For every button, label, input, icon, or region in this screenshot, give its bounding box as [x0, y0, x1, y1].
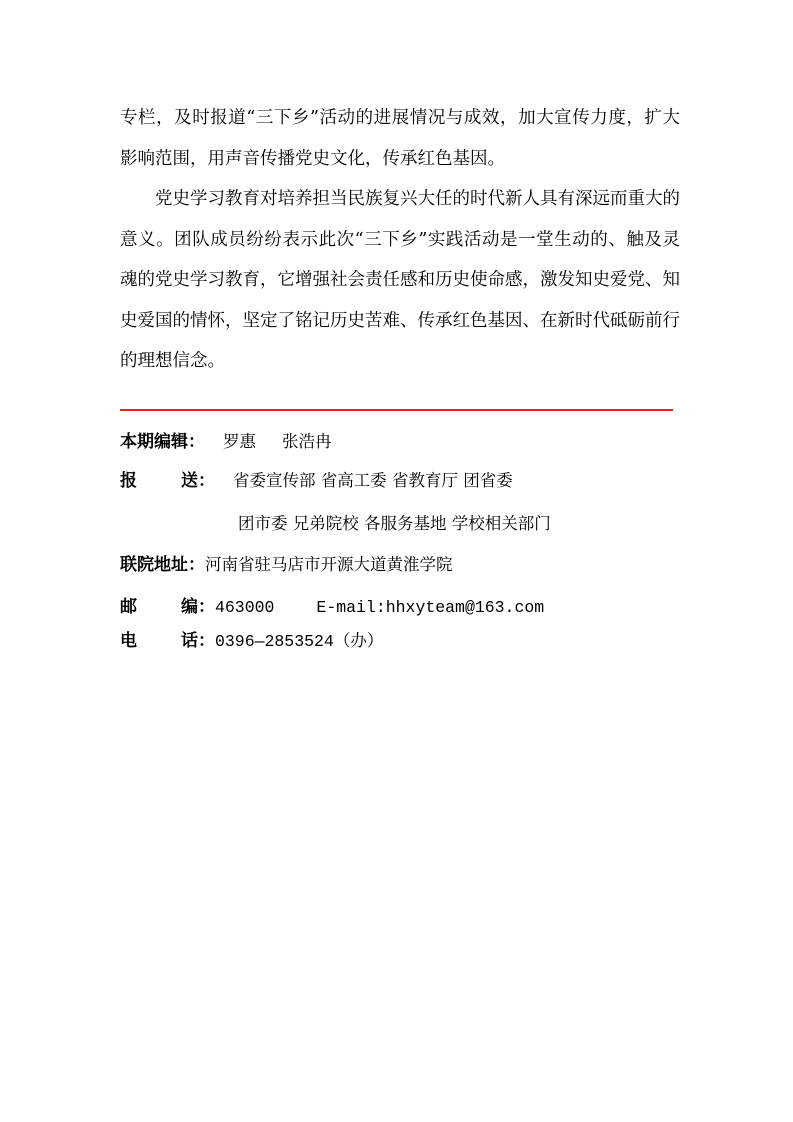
- postcode-row: [120, 596, 544, 619]
- report-row: [120, 470, 513, 492]
- postcode-label: 邮 编：: [120, 597, 215, 617]
- divider-line: [120, 409, 673, 411]
- article-body: [120, 98, 680, 382]
- paragraph-2: 党史学习教育对培养担当民族复兴大任的时代新人具有深远而重大的意义。团队成员纷纷表示此次“三下乡”实践活动是一堂生动的、触及灵魂的党史学习教育，它增强社会责任感和历史使命感，激发知史爱党、知史爱国的情怀，坚定了铭记历史苦难、传承红色基因、在新时代砥砺前行的理想信念。: [120, 189, 680, 371]
- postcode-value: 463000: [215, 598, 275, 617]
- email-value: E-mail:hhxyteam@163.com: [316, 598, 545, 617]
- phone-row: [120, 630, 383, 653]
- report-label: 报 送：: [120, 471, 215, 491]
- recipients-line-2: 团市委 兄弟院校 各服务基地 学校相关部门: [238, 514, 551, 533]
- address-value: 河南省驻马店市开源大道黄淮学院: [205, 555, 453, 574]
- phone-value: 0396—2853524（办）: [215, 632, 384, 651]
- editor-name-2: 张浩冉: [282, 432, 332, 451]
- recipients-line-1: 省委宣传部 省高工委 省教育厅 团省委: [233, 471, 513, 490]
- editors-row: [120, 431, 332, 453]
- phone-label: 电 话：: [120, 631, 215, 651]
- recipients-row-2: [238, 513, 551, 535]
- paragraph-1: 专栏，及时报道“三下乡”活动的进展情况与成效，加大宣传力度，扩大影响范围，用声音传播党史文化，传承红色基因。: [120, 108, 680, 169]
- editors-label: 本期编辑：: [120, 432, 205, 452]
- address-label: 联院地址：: [120, 555, 205, 575]
- editor-name-1: 罗惠: [223, 432, 256, 451]
- address-row: [120, 554, 453, 576]
